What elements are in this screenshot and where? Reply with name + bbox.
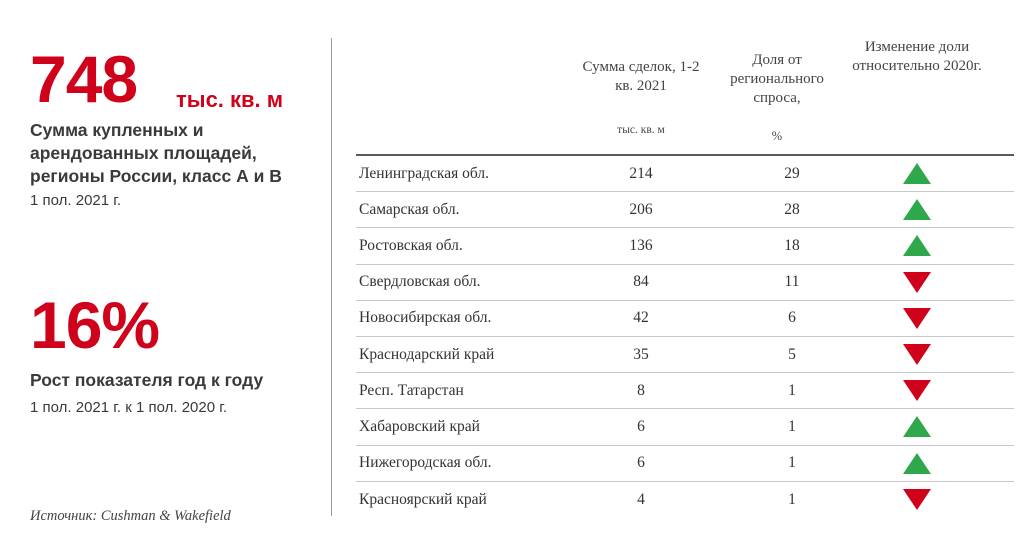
header-sum: Сумма сделок, 1-2 кв. 2021 xyxy=(582,59,700,94)
table-row xyxy=(356,446,1014,482)
table-row xyxy=(356,265,1014,301)
region-name: Красноярский край xyxy=(359,490,487,508)
arrow-up-icon xyxy=(903,416,931,437)
arrow-down-icon xyxy=(903,344,931,365)
table-row xyxy=(356,301,1014,337)
table-body xyxy=(356,156,1014,518)
arrow-down-icon xyxy=(903,489,931,510)
deal-sum: 35 xyxy=(633,345,649,363)
arrow-up-icon xyxy=(903,235,931,256)
deal-sum: 6 xyxy=(637,417,645,435)
trend-cell xyxy=(852,192,982,227)
trend-cell xyxy=(852,482,982,518)
trend-cell xyxy=(852,301,982,336)
area-total-caption: Сумма купленных и арендованных площадей, регионы России, класс А и В xyxy=(30,120,282,186)
demand-share: 5 xyxy=(788,345,796,363)
trend-cell xyxy=(852,373,982,408)
demand-share: 18 xyxy=(784,236,800,254)
deal-sum: 206 xyxy=(629,200,653,218)
area-total-value: 748 xyxy=(30,42,138,116)
deal-sum: 84 xyxy=(633,273,649,291)
demand-share: 1 xyxy=(788,381,796,399)
arrow-up-icon xyxy=(903,453,931,474)
region-name: Ростовская обл. xyxy=(359,236,463,254)
demand-share: 1 xyxy=(788,490,796,508)
demand-share: 28 xyxy=(784,200,800,218)
header-share-unit: % xyxy=(771,129,783,143)
region-name: Краснодарский край xyxy=(359,345,495,363)
table-row xyxy=(356,156,1014,192)
trend-cell xyxy=(852,228,982,263)
trend-cell xyxy=(852,409,982,444)
arrow-down-icon xyxy=(903,380,931,401)
trend-cell xyxy=(852,156,982,191)
deal-sum: 214 xyxy=(629,164,653,182)
deal-sum: 4 xyxy=(637,490,645,508)
table-row xyxy=(356,337,1014,373)
trend-cell xyxy=(852,265,982,300)
header-change: Изменение доли относительно 2020г. xyxy=(852,39,982,74)
vertical-divider xyxy=(331,38,332,516)
area-total-unit: тыс. кв. м xyxy=(176,87,284,112)
region-name: Ленинградская обл. xyxy=(359,164,489,182)
deal-sum: 6 xyxy=(637,454,645,472)
region-name: Самарская обл. xyxy=(359,200,460,218)
growth-caption: Рост показателя год к году xyxy=(30,370,264,390)
header-share: Доля от регионального спроса, xyxy=(730,52,824,106)
deal-sum: 42 xyxy=(633,309,649,327)
header-sum-unit: тыс. кв. м xyxy=(617,124,665,136)
trend-cell xyxy=(852,446,982,481)
deal-sum: 136 xyxy=(629,236,653,254)
regions-table xyxy=(356,0,1014,547)
trend-cell xyxy=(852,337,982,372)
table-row xyxy=(356,409,1014,445)
region-name: Хабаровский край xyxy=(359,417,480,435)
table-row xyxy=(356,482,1014,518)
region-name: Респ. Татарстан xyxy=(359,381,464,399)
demand-share: 1 xyxy=(788,417,796,435)
table-row xyxy=(356,373,1014,409)
table-row xyxy=(356,228,1014,264)
demand-share: 6 xyxy=(788,309,796,327)
arrow-up-icon xyxy=(903,199,931,220)
deal-sum: 8 xyxy=(637,381,645,399)
demand-share: 29 xyxy=(784,164,800,182)
region-name: Нижегородская обл. xyxy=(359,454,492,472)
demand-share: 11 xyxy=(784,273,800,291)
table-row xyxy=(356,192,1014,228)
region-name: Свердловская обл. xyxy=(359,273,481,291)
key-stats-panel xyxy=(30,0,330,547)
source-note: Источник: Cushman & Wakefield xyxy=(30,508,231,524)
arrow-up-icon xyxy=(903,163,931,184)
region-name: Новосибирская обл. xyxy=(359,309,492,327)
demand-share: 1 xyxy=(788,454,796,472)
arrow-down-icon xyxy=(903,308,931,329)
growth-value: 16% xyxy=(30,288,160,362)
growth-period: 1 пол. 2021 г. к 1 пол. 2020 г. xyxy=(30,399,228,416)
area-total-period: 1 пол. 2021 г. xyxy=(30,192,122,209)
arrow-down-icon xyxy=(903,272,931,293)
